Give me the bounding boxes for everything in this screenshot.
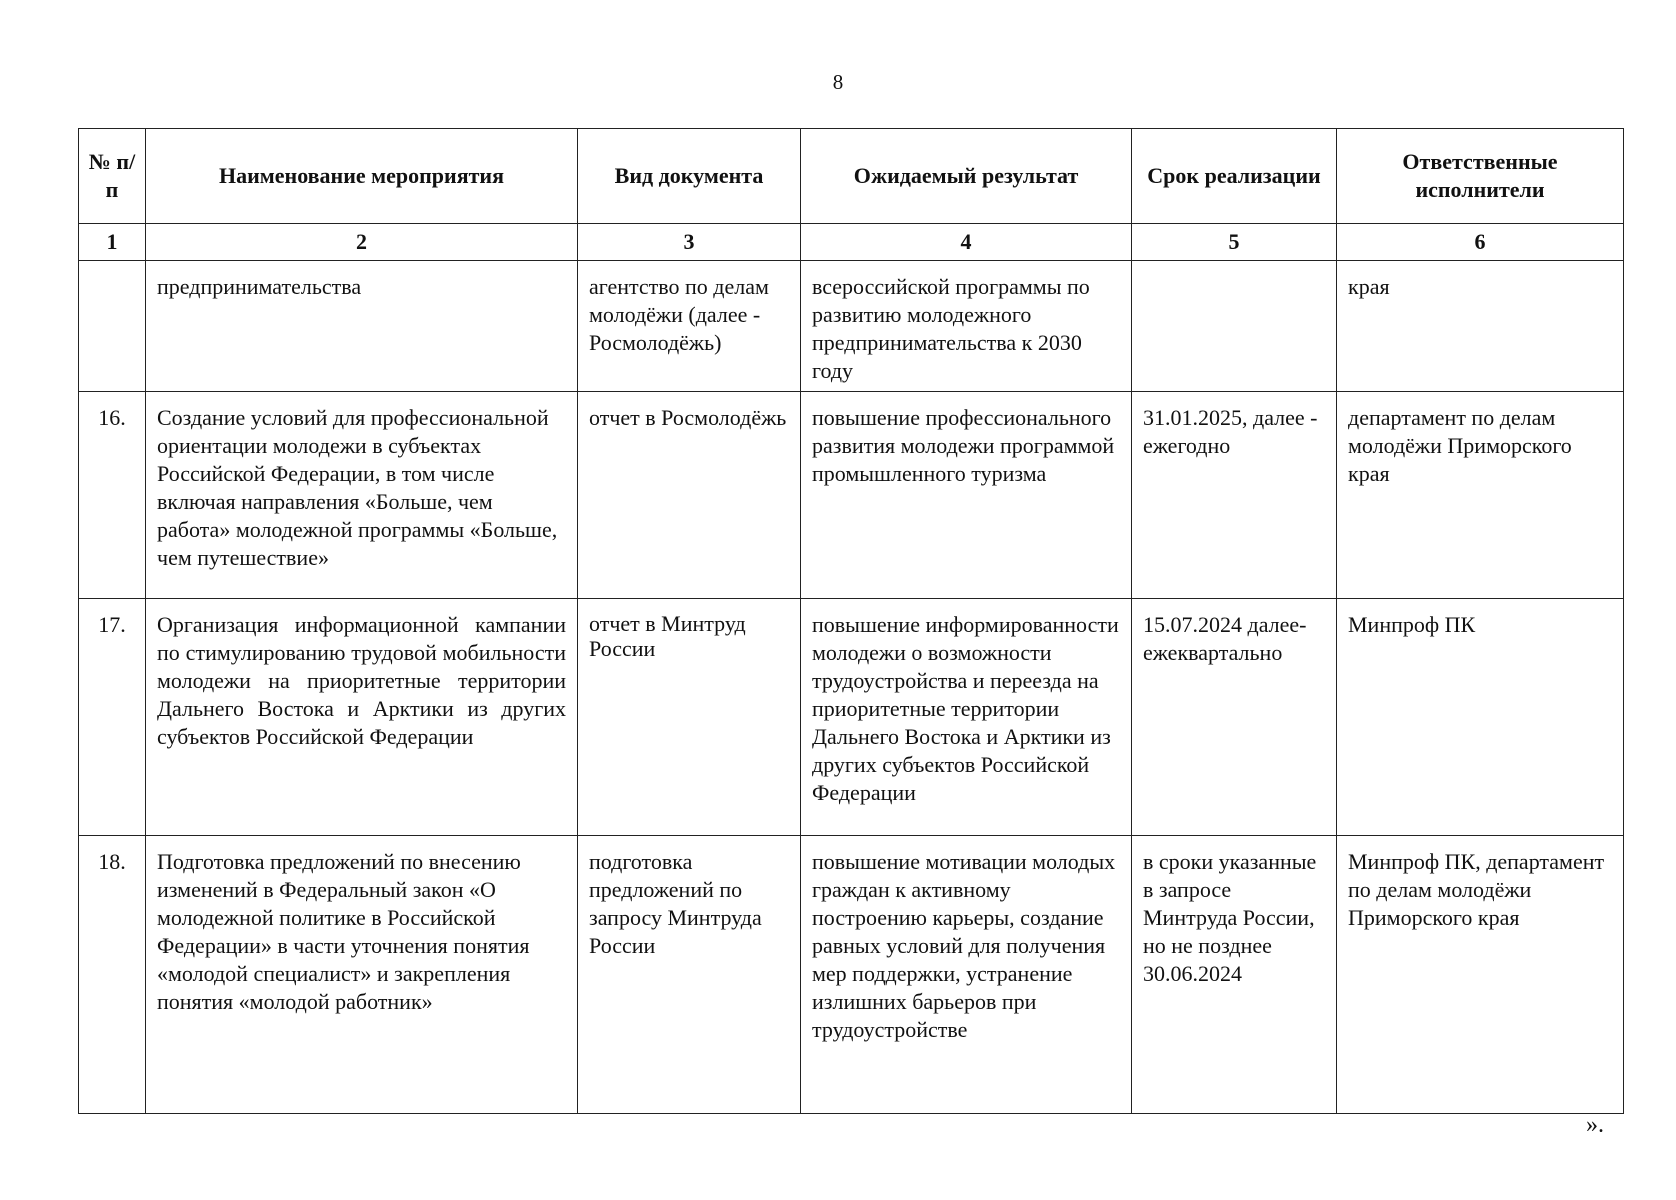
table-header-row [79, 129, 1624, 224]
row-number [79, 261, 146, 392]
expected-result: всероссийской программы по развитию молодежного предпринимательства к 2030 году [801, 261, 1132, 392]
expected-result: повышение мотивации молодых граждан к активному построению карьеры, создание равных условий для получения мер поддержки, устранение излишних барьеров при трудоустройстве [801, 836, 1132, 1114]
column-number: 6 [1337, 224, 1624, 261]
column-number: 1 [79, 224, 146, 261]
column-number: 5 [1132, 224, 1337, 261]
implementation-term: 31.01.2025, далее - ежегодно [1132, 392, 1337, 599]
responsible-executors: края [1337, 261, 1624, 392]
document-type: подготовка предложений по запросу Минтруда России [578, 836, 801, 1114]
measure-name: Создание условий для профессиональной ориентации молодежи в субъектах Российской Федерации, в том числе включая направления «Больше, чем работа» молодежной программы «Больше, чем путешествие» [146, 392, 578, 599]
document-type: отчет в Росмолодёжь [578, 392, 801, 599]
column-numbers-row [79, 224, 1624, 261]
column-number: 3 [578, 224, 801, 261]
row-number: 17. [79, 599, 146, 836]
document-type: агентство по делам молодёжи (далее - Росмолодёжь) [578, 261, 801, 392]
page-number: 8 [832, 70, 844, 94]
header-cell-doc: Вид документа [578, 129, 801, 224]
table-row [79, 599, 1624, 836]
header-cell-name: Наименование мероприятия [146, 129, 578, 224]
row-number: 16. [79, 392, 146, 599]
closing-quote: ». [1586, 1112, 1604, 1138]
measure-name: предпринимательства [146, 261, 578, 392]
responsible-executors: Минпроф ПК, департамент по делам молодёжи Приморского края [1337, 836, 1624, 1114]
table-row [79, 392, 1624, 599]
header-cell-result: Ожидаемый результат [801, 129, 1132, 224]
document-type: отчет в Минтруд России [578, 599, 801, 836]
header-cell-term: Срок реализации [1132, 129, 1337, 224]
expected-result: повышение профессионального развития молодежи программой промышленного туризма [801, 392, 1132, 599]
column-number: 4 [801, 224, 1132, 261]
row-number: 18. [79, 836, 146, 1114]
header-cell-number: № п/п [79, 129, 146, 224]
table-row [79, 261, 1624, 392]
responsible-executors: Минпроф ПК [1337, 599, 1624, 836]
implementation-term: 15.07.2024 далее-ежеквартально [1132, 599, 1337, 836]
implementation-term [1132, 261, 1337, 392]
measure-name: Организация информационной кампании по стимулированию трудовой мобильности молодежи на приоритетные территории Дальнего Востока и Арктики из других субъектов Российской Федерации [146, 599, 578, 836]
column-number: 2 [146, 224, 578, 261]
measures-table [78, 128, 1624, 1114]
responsible-executors: департамент по делам молодёжи Приморского края [1337, 392, 1624, 599]
implementation-term: в сроки указанные в запросе Минтруда России, но не позднее 30.06.2024 [1132, 836, 1337, 1114]
table-row [79, 836, 1624, 1114]
expected-result: повышение информированности молодежи о возможности трудоустройства и переезда на приоритетные территории Дальнего Востока и Арктики из других субъектов Российской Федерации [801, 599, 1132, 836]
measure-name: Подготовка предложений по внесению изменений в Федеральный закон «О молодежной политике в Российской Федерации» в части уточнения понятия «молодой специалист» и закрепления понятия «молодой работник» [146, 836, 578, 1114]
header-cell-responsible: Ответственные исполнители [1337, 129, 1624, 224]
